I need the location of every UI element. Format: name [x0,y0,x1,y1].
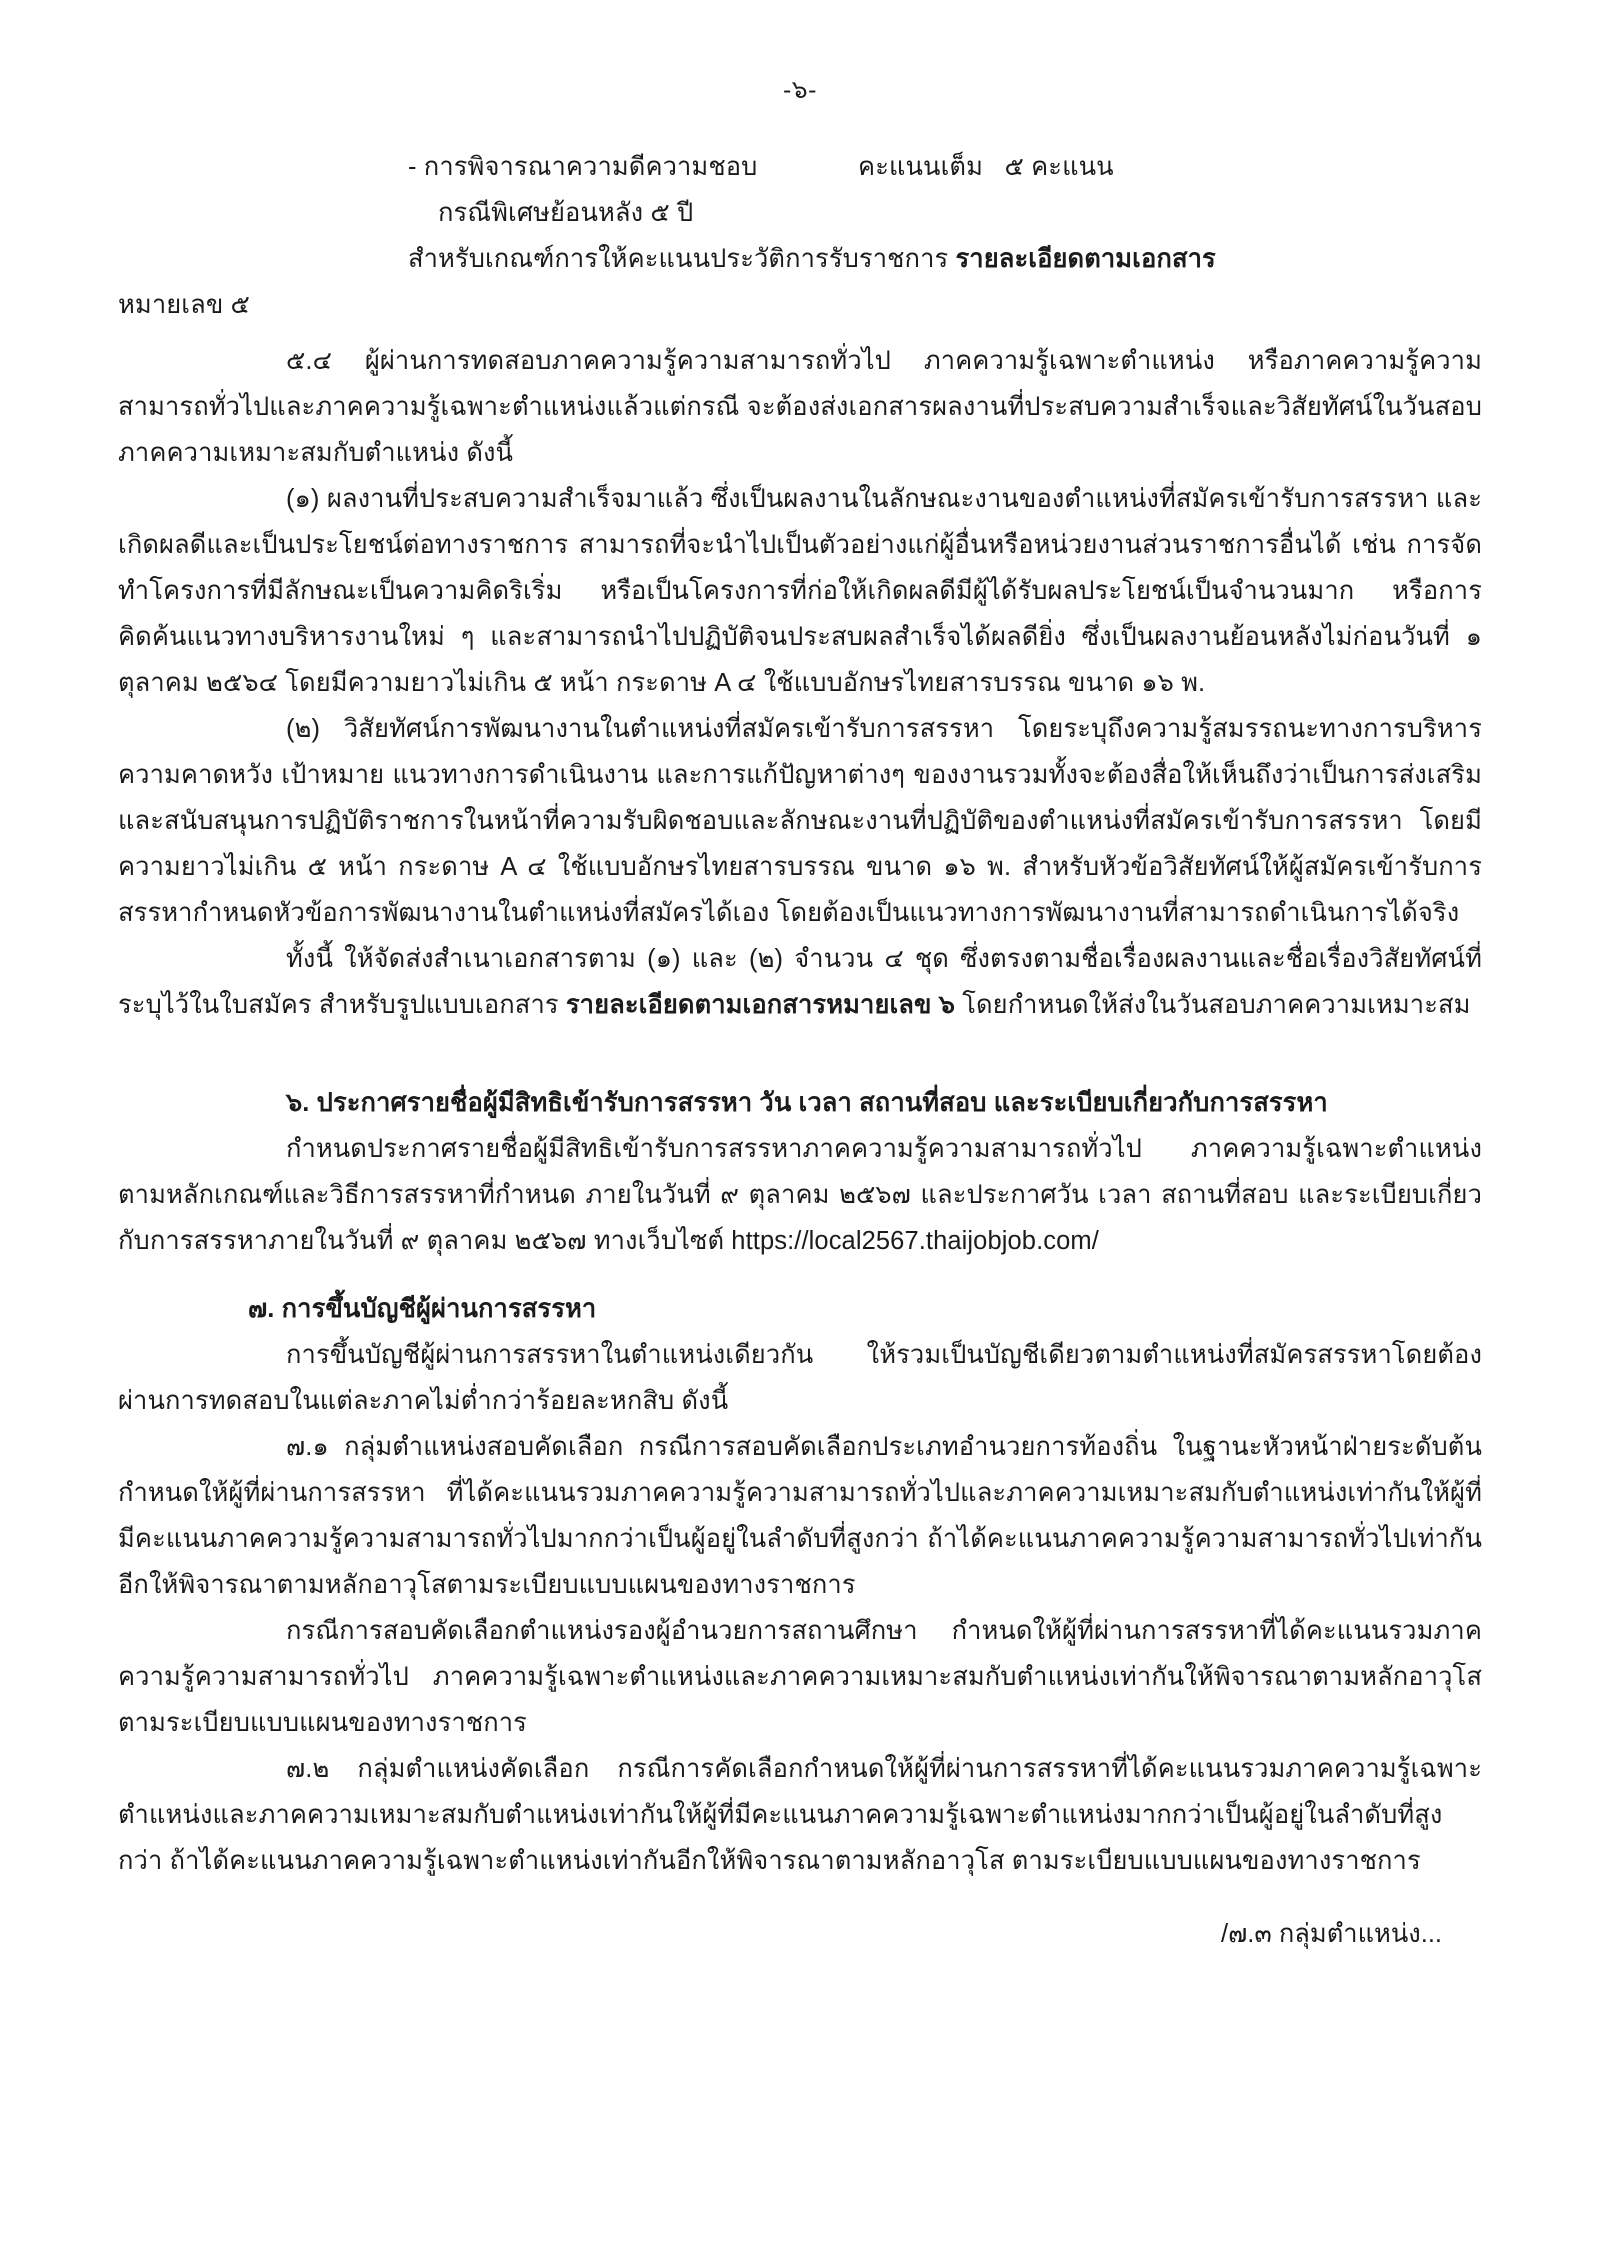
page-number: -๖- [782,76,818,104]
paragraph-section-6: กำหนดประกาศรายชื่อผู้มีสิทธิเข้ารับการสรรหาภาคความรู้ความสามารถทั่วไป ภาคความรู้เฉพาะตำแหน่ง ตามหลักเกณฑ์และวิธีการสรรหาที่กำหนด ภายในวันที่ ๙ ตุลาคม ๒๕๖๗ และประกาศวัน เวลา สถานที่สอบ และระเบียบเกี่ยวกับการสรรหาภายในวันที่ ๙ ตุลาคม ๒๕๖๗ ทางเว็บไซต์ https://local2567.thaijobjob.com/ [118,1135,1490,1255]
section-heading-7: ๗. การขึ้นบัญชีผู้ผ่านการสรรหา [248,1295,597,1323]
spacer [118,1028,1482,1050]
submission-note-post: โดยกำหนดให้ส่งในวันสอบภาคความเหมาะสม [955,991,1471,1019]
header-line-3-bold: รายละเอียดตามเอกสาร [955,245,1216,273]
paragraph-5-4: ๕.๔ ผู้ผ่านการทดสอบภาคความรู้ความสามารถทั่วไป ภาคความรู้เฉพาะตำแหน่ง หรือภาคความรู้ความสามารถทั่วไปและภาคความรู้เฉพาะตำแหน่งแล้วแต่กรณี จะต้องส่งเอกสารผลงานที่ประสบความสำเร็จและวิสัยทัศน์ในวันสอบภาคความเหมาะสมกับตำแหน่ง ดังนี้ [118,347,1482,467]
header-line-3-plain: สำหรับเกณฑ์การให้คะแนนประวัติการรับราชการ [408,245,956,273]
header-line-2: กรณีพิเศษย้อนหลัง ๕ ปี [438,199,694,227]
page-footer-note: /๗.๓ กลุ่มตำแหน่ง... [1221,1920,1442,1948]
header-line-3 [118,236,1482,282]
header-line-1: - การพิจารณาความดีความชอบ คะแนนเต็ม ๕ คะแนน [408,153,1114,181]
paragraph-item-1: (๑) ผลงานที่ประสบความสำเร็จมาแล้ว ซึ่งเป็นผลงานในลักษณะงานของตำแหน่งที่สมัครเข้ารับการสรรหา และเกิดผลดีและเป็นประโยชน์ต่อทางราชการ สามารถที่จะนำไปเป็นตัวอย่างแก่ผู้อื่นหรือหน่วยงานส่วนราชการอื่นได้ เช่น การจัดทำโครงการที่มีลักษณะเป็นความคิดริเริ่ม หรือเป็นโครงการที่ก่อให้เกิดผลดีมีผู้ได้รับผลประโยชน์เป็นจำนวนมาก หรือการคิดค้นแนวทางบริหารงานใหม่ ๆ และสามารถนำไปปฏิบัติจนประสบผลสำเร็จได้ผลดียิ่ง ซึ่งเป็นผลงานย้อนหลังไม่ก่อนวันที่ ๑ ตุลาคม ๒๕๖๔ โดยมีความยาวไม่เกิน ๕ หน้า กระดาษ A ๔ ใช้แบบอักษรไทยสารบรรณ ขนาด ๑๖ พ. [118,485,1490,697]
submission-note-pre: ทั้งนี้ ให้จัดส่งสำเนาเอกสารตาม (๑) และ (๒) จำนวน ๔ ชุด ซึ่งตรงตามชื่อเรื่องผลงานและชื่อเรื่องวิสัยทัศน์ที่ระบุไว้ในใบสมัคร สำหรับรูปแบบเอกสาร [118,945,1482,1019]
submission-note-ref: รายละเอียดตามเอกสารหมายเลข ๖ [565,991,956,1019]
paragraph-7-1: ๗.๑ กลุ่มตำแหน่งสอบคัดเลือก กรณีการสอบคัดเลือกประเภทอำนวยการท้องถิ่น ในฐานะหัวหน้าฝ่ายระดับต้น กำหนดให้ผู้ที่ผ่านการสรรหา ที่ได้คะแนนรวมภาคความรู้ความสามารถทั่วไปและภาคความเหมาะสมกับตำแหน่งเท่ากันให้ผู้ที่มีคะแนนภาคความรู้ความสามารถทั่วไปมากกว่าเป็นผู้อยู่ในลำดับที่สูงกว่า ถ้าได้คะแนนภาคความรู้ความสามารถทั่วไปเท่ากันอีกให้พิจารณาตามหลักอาวุโสตามระเบียบแบบแผนของทางราชการ [118,1433,1490,1599]
header-line-4: หมายเลข ๕ [118,291,250,319]
section-heading-6: ๖. ประกาศรายชื่อผู้มีสิทธิเข้ารับการสรรหา วัน เวลา สถานที่สอบ และระเบียบเกี่ยวกับการสรรหา [286,1089,1328,1117]
paragraph-section-7: การขึ้นบัญชีผู้ผ่านการสรรหาในตำแหน่งเดียวกัน ให้รวมเป็นบัญชีเดียวตามตำแหน่งที่สมัครสรรหาโดยต้องผ่านการทดสอบในแต่ละภาคไม่ต่ำกว่าร้อยละหกสิบ ดังนี้ [118,1341,1482,1415]
paragraph-7-1b: กรณีการสอบคัดเลือกตำแหน่งรองผู้อำนวยการสถานศึกษา กำหนดให้ผู้ที่ผ่านการสรรหาที่ได้คะแนนรวมภาคความรู้ความสามารถทั่วไป ภาคความรู้เฉพาะตำแหน่งและภาคความเหมาะสมกับตำแหน่งเท่ากันให้พิจารณาตามหลักอาวุโสตามระเบียบแบบแผนของทางราชการ [118,1617,1482,1737]
paragraph-item-2: (๒) วิสัยทัศน์การพัฒนางานในตำแหน่งที่สมัครเข้ารับการสรรหา โดยระบุถึงความรู้สมรรถนะทางการบริหาร ความคาดหวัง เป้าหมาย แนวทางการดำเนินงาน และการแก้ปัญหาต่างๆ ของงานรวมทั้งจะต้องสื่อให้เห็นถึงว่าเป็นการส่งเสริมและสนับสนุนการปฏิบัติราชการในหน้าที่ความรับผิดชอบและลักษณะงานที่ปฏิบัติของตำแหน่งที่สมัครเข้ารับการสรรหา โดยมีความยาวไม่เกิน ๕ หน้า กระดาษ A ๔ ใช้แบบอักษรไทยสารบรรณ ขนาด ๑๖ พ. สำหรับหัวข้อวิสัยทัศน์ให้ผู้สมัครเข้ารับการสรรหากำหนดหัวข้อการพัฒนางานในตำแหน่งที่สมัครได้เอง โดยต้องเป็นแนวทางการพัฒนางานที่สามารถดำเนินการได้จริง [118,715,1490,927]
spacer [118,328,1482,338]
paragraph-7-2: ๗.๒ กลุ่มตำแหน่งคัดเลือก กรณีการคัดเลือกกำหนดให้ผู้ที่ผ่านการสรรหาที่ได้คะแนนรวมภาคความรู้เฉพาะตำแหน่งและภาคความเหมาะสมกับตำแหน่งเท่ากันให้ผู้ที่มีคะแนนภาคความรู้เฉพาะตำแหน่งมากกว่าเป็นผู้อยู่ในลำดับที่สูงกว่า ถ้าได้คะแนนภาคความรู้เฉพาะตำแหน่งเท่ากันอีกให้พิจารณาตามหลักอาวุโส ตามระเบียบแบบแผนของทางราชการ [118,1755,1482,1875]
paragraph-submission-note [118,936,1482,1028]
